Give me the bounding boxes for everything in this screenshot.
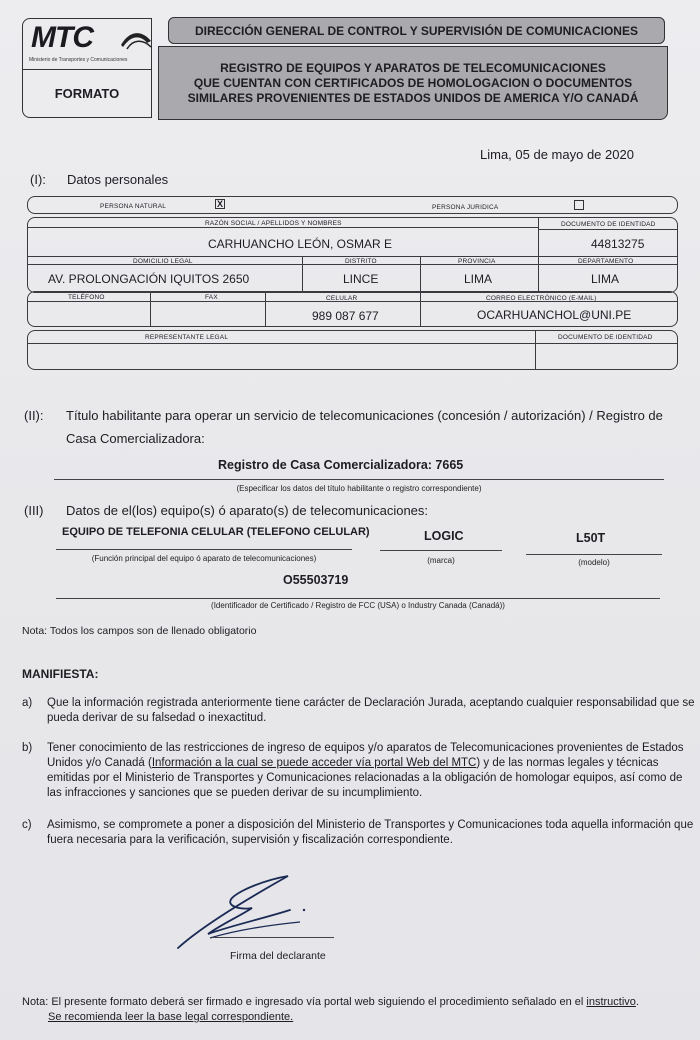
departamento-value: LIMA: [591, 272, 620, 286]
item-a-text: [47, 696, 695, 726]
divider: [28, 343, 677, 344]
modelo-underline: [526, 554, 662, 555]
departamento-label: DEPARTAMENTO: [578, 258, 634, 265]
modelo-value: L50T: [576, 531, 606, 545]
divider: [535, 331, 536, 369]
nota-firma-line1: [22, 995, 639, 1010]
divider: [28, 256, 677, 257]
correo-value: OCARHUANCHOL@UNI.PE: [477, 308, 632, 322]
domicilio-label: DOMICILIO LEGAL: [133, 258, 193, 265]
divider: [420, 256, 421, 292]
form-title-line: QUE CUENTAN CON CERTIFICADOS DE HOMOLOGACION O DOCUMENTOS: [193, 75, 633, 90]
section1-title: Datos personales: [67, 172, 169, 187]
divider: [28, 227, 538, 228]
distrito-value: LINCE: [343, 272, 379, 286]
marca-value: LOGIC: [424, 529, 464, 543]
item-b-line: Tener conocimiento de las restricciones de ingreso de equipos y/o aparatos de Telecomunicaciones provenientes de Estados: [47, 742, 684, 754]
form-title-line: SIMILARES PROVENIENTES DE ESTADOS UNIDOS DE AMERICA Y/O CANADÁ: [187, 90, 639, 105]
direccion-title: DIRECCIÓN GENERAL DE CONTROL Y SUPERVISIÓN DE COMUNICACIONES: [168, 17, 665, 44]
section3-title: Datos de el(los) equipo(s) ó aparato(s) de telecomunicaciones:: [66, 503, 429, 518]
funcion-underline: [56, 549, 352, 550]
persona-juridica-checkbox[interactable]: [574, 200, 584, 210]
modelo-caption: (modelo): [578, 558, 610, 567]
divider: [265, 292, 266, 326]
doc-identidad-value: 44813275: [591, 237, 645, 251]
item-c-text: [47, 818, 694, 848]
date: Lima, 05 de mayo de 2020: [480, 147, 634, 162]
razon-social-label: RAZÓN SOCIAL / APELLIDOS Y NOMBRES: [205, 220, 342, 227]
logo-subtitle: Ministerio de Transportes y Comunicaciones: [29, 57, 128, 63]
item-a-label: a): [22, 697, 33, 709]
item-b-line: emitidas por el Ministerio de Transportes y Comunicaciones relacionadas a la obligación de homologar equipos, así como de: [47, 772, 683, 784]
certificado-value: O55503719: [283, 573, 349, 587]
distrito-label: DISTRITO: [345, 258, 377, 265]
nota-firma: [22, 995, 639, 1025]
item-c-line: Asimismo, se compromete a poner a disposición del Ministerio de Transportes y Comunicaciones toda aquella información que: [47, 819, 694, 831]
nota-firma-text: Nota: El presente formato deberá ser firmado e ingresado vía portal web siguiendo el procedimiento señalado en el: [22, 996, 587, 1008]
item-b-label: b): [22, 742, 33, 754]
domicilio-value: AV. PROLONGACIÓN IQUITOS 2650: [48, 272, 250, 286]
item-b-line: [47, 756, 687, 771]
persona-natural-label: PERSONA NATURAL: [100, 203, 167, 210]
celular-label: CELULAR: [326, 295, 358, 302]
registro-value: Registro de Casa Comercializadora: 7665: [218, 458, 464, 472]
certificado-underline: [56, 598, 660, 599]
registro-underline: [54, 479, 664, 480]
form-title-line: REGISTRO DE EQUIPOS Y APARATOS DE TELECOMUNICACIONES: [220, 60, 606, 75]
rep-doc-label: DOCUMENTO DE IDENTIDAD: [558, 334, 653, 341]
instructivo-link[interactable]: instructivo: [586, 996, 636, 1008]
provincia-value: LIMA: [464, 272, 493, 286]
item-a-line: pueda derivar de su falsedad o inexactitud.: [47, 712, 267, 724]
nota-firma-line2: [22, 1010, 639, 1025]
funcion-caption: (Función principal del equipo ó aparato de telecomunicaciones): [91, 554, 317, 563]
divider: [420, 292, 421, 326]
signature-line: [212, 937, 334, 938]
divider: [150, 292, 151, 326]
item-c-label: c): [22, 819, 32, 831]
section2-number: (II):: [24, 408, 44, 423]
item-b-text-post: ) y de las normas legales y técnicas: [476, 757, 659, 769]
mtc-logo: [22, 18, 152, 70]
persona-natural-checkbox[interactable]: X: [216, 199, 223, 209]
section2-text-line2: Casa Comercializadora:: [66, 431, 205, 446]
portal-mtc-link[interactable]: Información a la cual se puede acceder vía portal Web del MTC: [151, 757, 477, 769]
representante-label: REPRESENTANTE LEGAL: [145, 334, 229, 341]
persona-juridica-label: PERSONA JURIDICA: [432, 204, 499, 211]
divider: [538, 229, 677, 230]
section1-number: (I):: [30, 172, 46, 187]
section3-number: (III): [24, 503, 44, 518]
certificado-caption: (Identificador de Certificado / Registro de FCC (USA) o Industry Canada (Canadá)): [211, 601, 505, 610]
signature-image: [170, 868, 320, 953]
funcion-value: EQUIPO DE TELEFONIA CELULAR (TELEFONO CELULAR): [62, 526, 370, 538]
item-b-text-pre: Unidos y/o Canadá (: [47, 757, 152, 769]
divider: [302, 256, 303, 292]
signature-label: Firma del declarante: [230, 950, 326, 962]
fax-label: FAX: [205, 294, 218, 301]
doc-identidad-label: DOCUMENTO DE IDENTIDAD: [561, 221, 656, 228]
base-legal-link[interactable]: Se recomienda leer la base legal correspondiente.: [48, 1011, 294, 1023]
formato-label: FORMATO: [22, 70, 152, 118]
item-b-text: [47, 741, 687, 801]
marca-underline: [380, 550, 502, 551]
marca-caption: (marca): [427, 556, 455, 565]
manifiesta-title: MANIFIESTA:: [22, 667, 99, 681]
section2-text-line1: Título habilitante para operar un servicio de telecomunicaciones (concesión / autorización) / Registro de: [66, 408, 663, 423]
telefono-label: TELÉFONO: [68, 294, 105, 301]
item-a-line: Que la información registrada anteriormente tiene carácter de Declaración Jurada, aceptando cualquier responsabilidad que se: [47, 697, 695, 709]
item-c-line: fuera necesaria para la verificación, supervisión y fiscalización correspondiente.: [47, 834, 453, 846]
correo-label: CORREO ELECTRÓNICO (E-MAIL): [486, 295, 597, 302]
celular-value: 989 087 677: [312, 309, 379, 323]
item-b-line: las infracciones y sanciones que se pueden derivar de su incumplimiento.: [47, 787, 423, 799]
logo-text: MTC: [31, 21, 93, 54]
nota-firma-period: .: [635, 996, 639, 1008]
logo-swoosh-icon: [119, 27, 153, 51]
form-title: [158, 46, 668, 120]
registro-caption: (Especificar los datos del título habilitante o registro correspondiente): [236, 484, 482, 493]
nota-obligatorio: Nota: Todos los campos son de llenado obligatorio: [22, 625, 257, 637]
razon-social-value: CARHUANCHO LEÓN, OSMAR E: [208, 237, 393, 251]
provincia-label: PROVINCIA: [458, 258, 496, 265]
